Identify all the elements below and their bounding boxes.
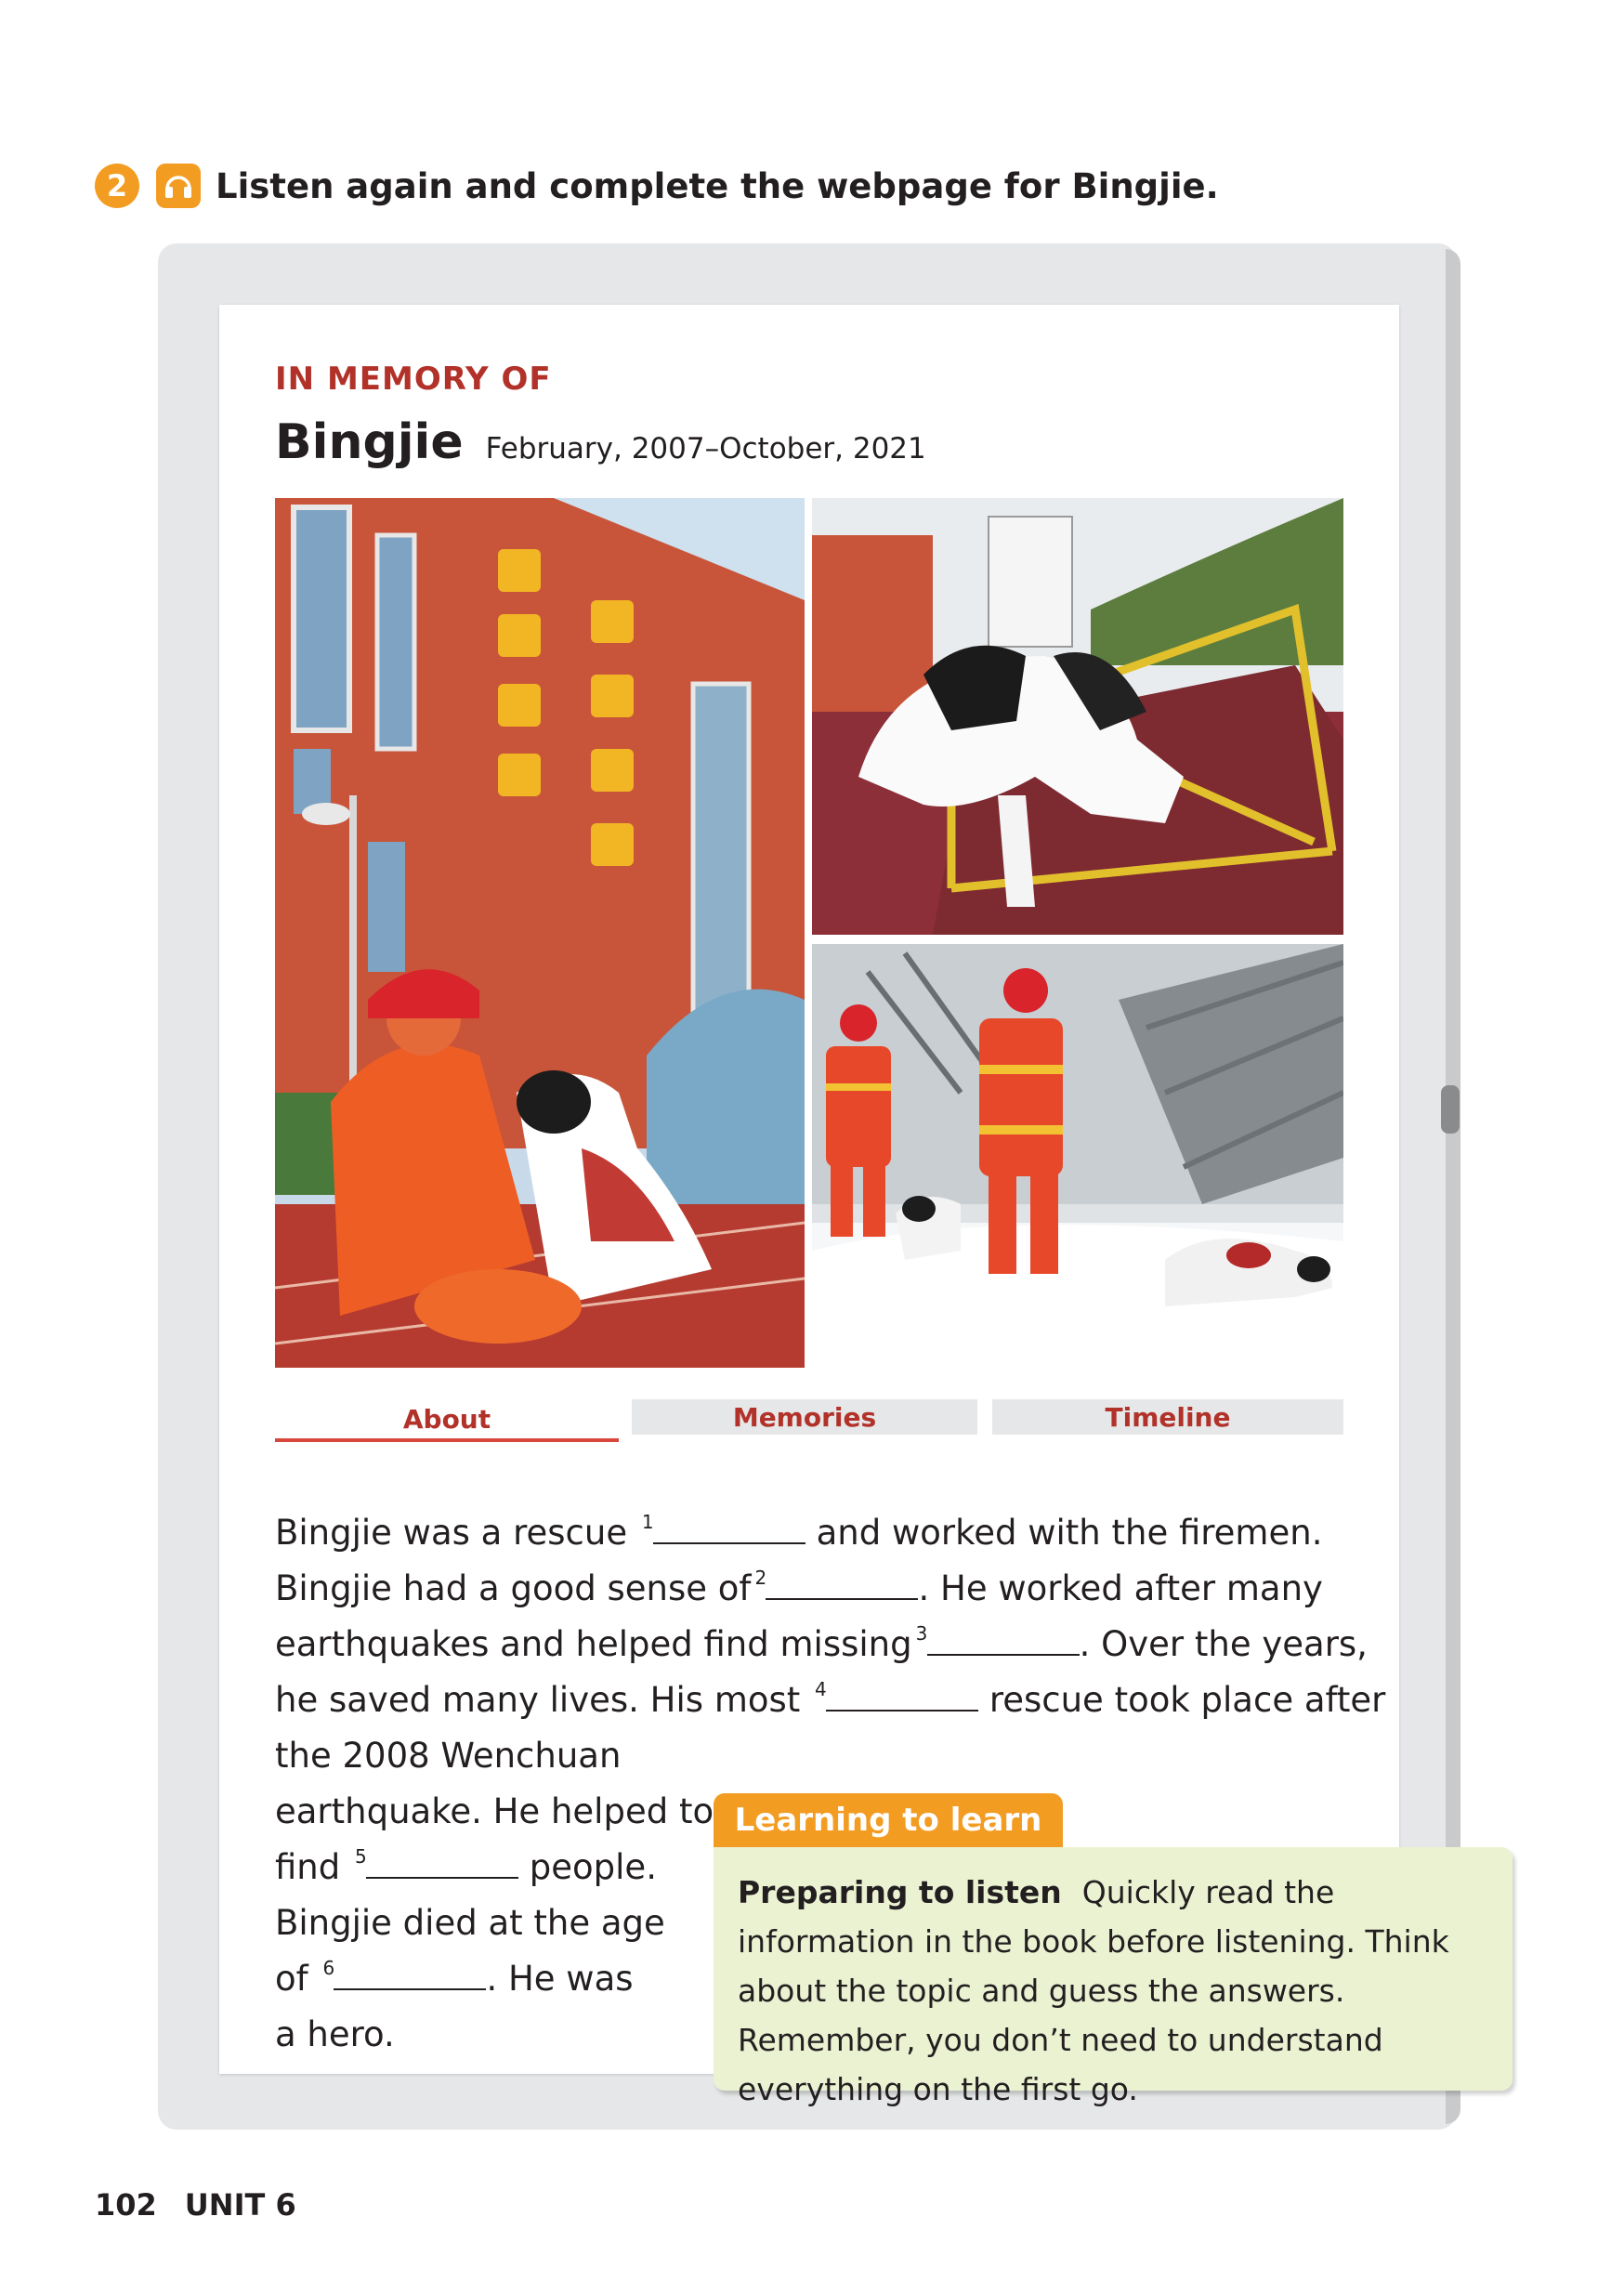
answer-blank-6[interactable] <box>322 1957 486 1990</box>
answer-blank-5[interactable] <box>355 1845 518 1879</box>
passage-text: he saved many lives. His most <box>275 1680 801 1720</box>
photo-fireman-with-dog <box>275 498 805 1368</box>
passage-line-6: earthquake. He helped to <box>275 1791 714 1831</box>
passage-line-7 <box>275 1840 657 1895</box>
tab-memories[interactable]: Memories <box>632 1399 977 1435</box>
answer-blank-3[interactable] <box>915 1622 1080 1656</box>
page-footer <box>95 2187 296 2223</box>
passage-text: earthquakes and helped find missing <box>275 1624 912 1664</box>
passage-line-8: Bingjie died at the age <box>275 1903 665 1943</box>
passage-text: and worked with the firemen. <box>816 1513 1323 1553</box>
photo-dog-training <box>812 498 1343 935</box>
blank-number: 1 <box>641 1511 654 1533</box>
blank-number: 4 <box>815 1678 827 1700</box>
passage-text: rescue took place after <box>989 1680 1386 1720</box>
instruction-text: Listen again and complete the webpage for Bingjie. <box>216 165 1219 206</box>
page-number: 102 <box>95 2187 157 2223</box>
dog-name: Bingjie <box>275 414 464 470</box>
passage-text: . Over the years, <box>1079 1624 1368 1664</box>
blank-number: 2 <box>754 1567 767 1589</box>
scrollbar-thumb[interactable] <box>1441 1085 1460 1134</box>
passage-text: . He was <box>486 1959 634 1999</box>
title-row <box>275 414 926 470</box>
passage-text: . He worked after many <box>918 1568 1323 1608</box>
answer-blank-2[interactable] <box>754 1567 918 1600</box>
in-memory-label: IN MEMORY OF <box>275 361 552 398</box>
learning-to-learn-tab: Learning to learn <box>714 1793 1063 1847</box>
tab-about[interactable]: About <box>275 1399 619 1442</box>
scrollbar-track[interactable] <box>1446 249 1460 2124</box>
passage-text: of <box>275 1959 308 1999</box>
passage-line-2 <box>275 1561 1323 1617</box>
exercise-number-badge: 2 <box>95 164 139 208</box>
life-dates: February, 2007–October, 2021 <box>485 432 926 466</box>
tab-timeline[interactable]: Timeline <box>992 1399 1343 1435</box>
blank-number: 6 <box>322 1957 335 1979</box>
passage-line-5: the 2008 Wenchuan <box>275 1736 622 1776</box>
passage-line-4 <box>275 1672 1385 1728</box>
passage-line-1 <box>275 1505 1322 1561</box>
answer-blank-1[interactable] <box>641 1511 805 1544</box>
photo-firemen-in-snow <box>812 944 1343 1368</box>
passage-line-10: a hero. <box>275 2014 395 2054</box>
tip-body: Quickly read the information in the book before listening. Think about the topic and guess the answers. Remember, you don’t need to understand everything on the first go. <box>738 1874 1449 2107</box>
learning-tip-text <box>738 1868 1500 2114</box>
tip-heading: Preparing to listen <box>738 1874 1062 1910</box>
headphones-icon[interactable] <box>156 164 201 208</box>
passage-text: Bingjie had a good sense of <box>275 1568 752 1608</box>
answer-blank-4[interactable] <box>815 1678 978 1712</box>
instruction-row <box>95 158 1219 214</box>
blank-number: 3 <box>915 1622 928 1645</box>
passage-text: find <box>275 1847 341 1887</box>
passage-line-9 <box>275 1951 634 2007</box>
passage-text: Bingjie was a rescue <box>275 1513 628 1553</box>
passage-text: people. <box>529 1847 657 1887</box>
unit-label: UNIT 6 <box>184 2187 296 2223</box>
blank-number: 5 <box>355 1845 367 1868</box>
